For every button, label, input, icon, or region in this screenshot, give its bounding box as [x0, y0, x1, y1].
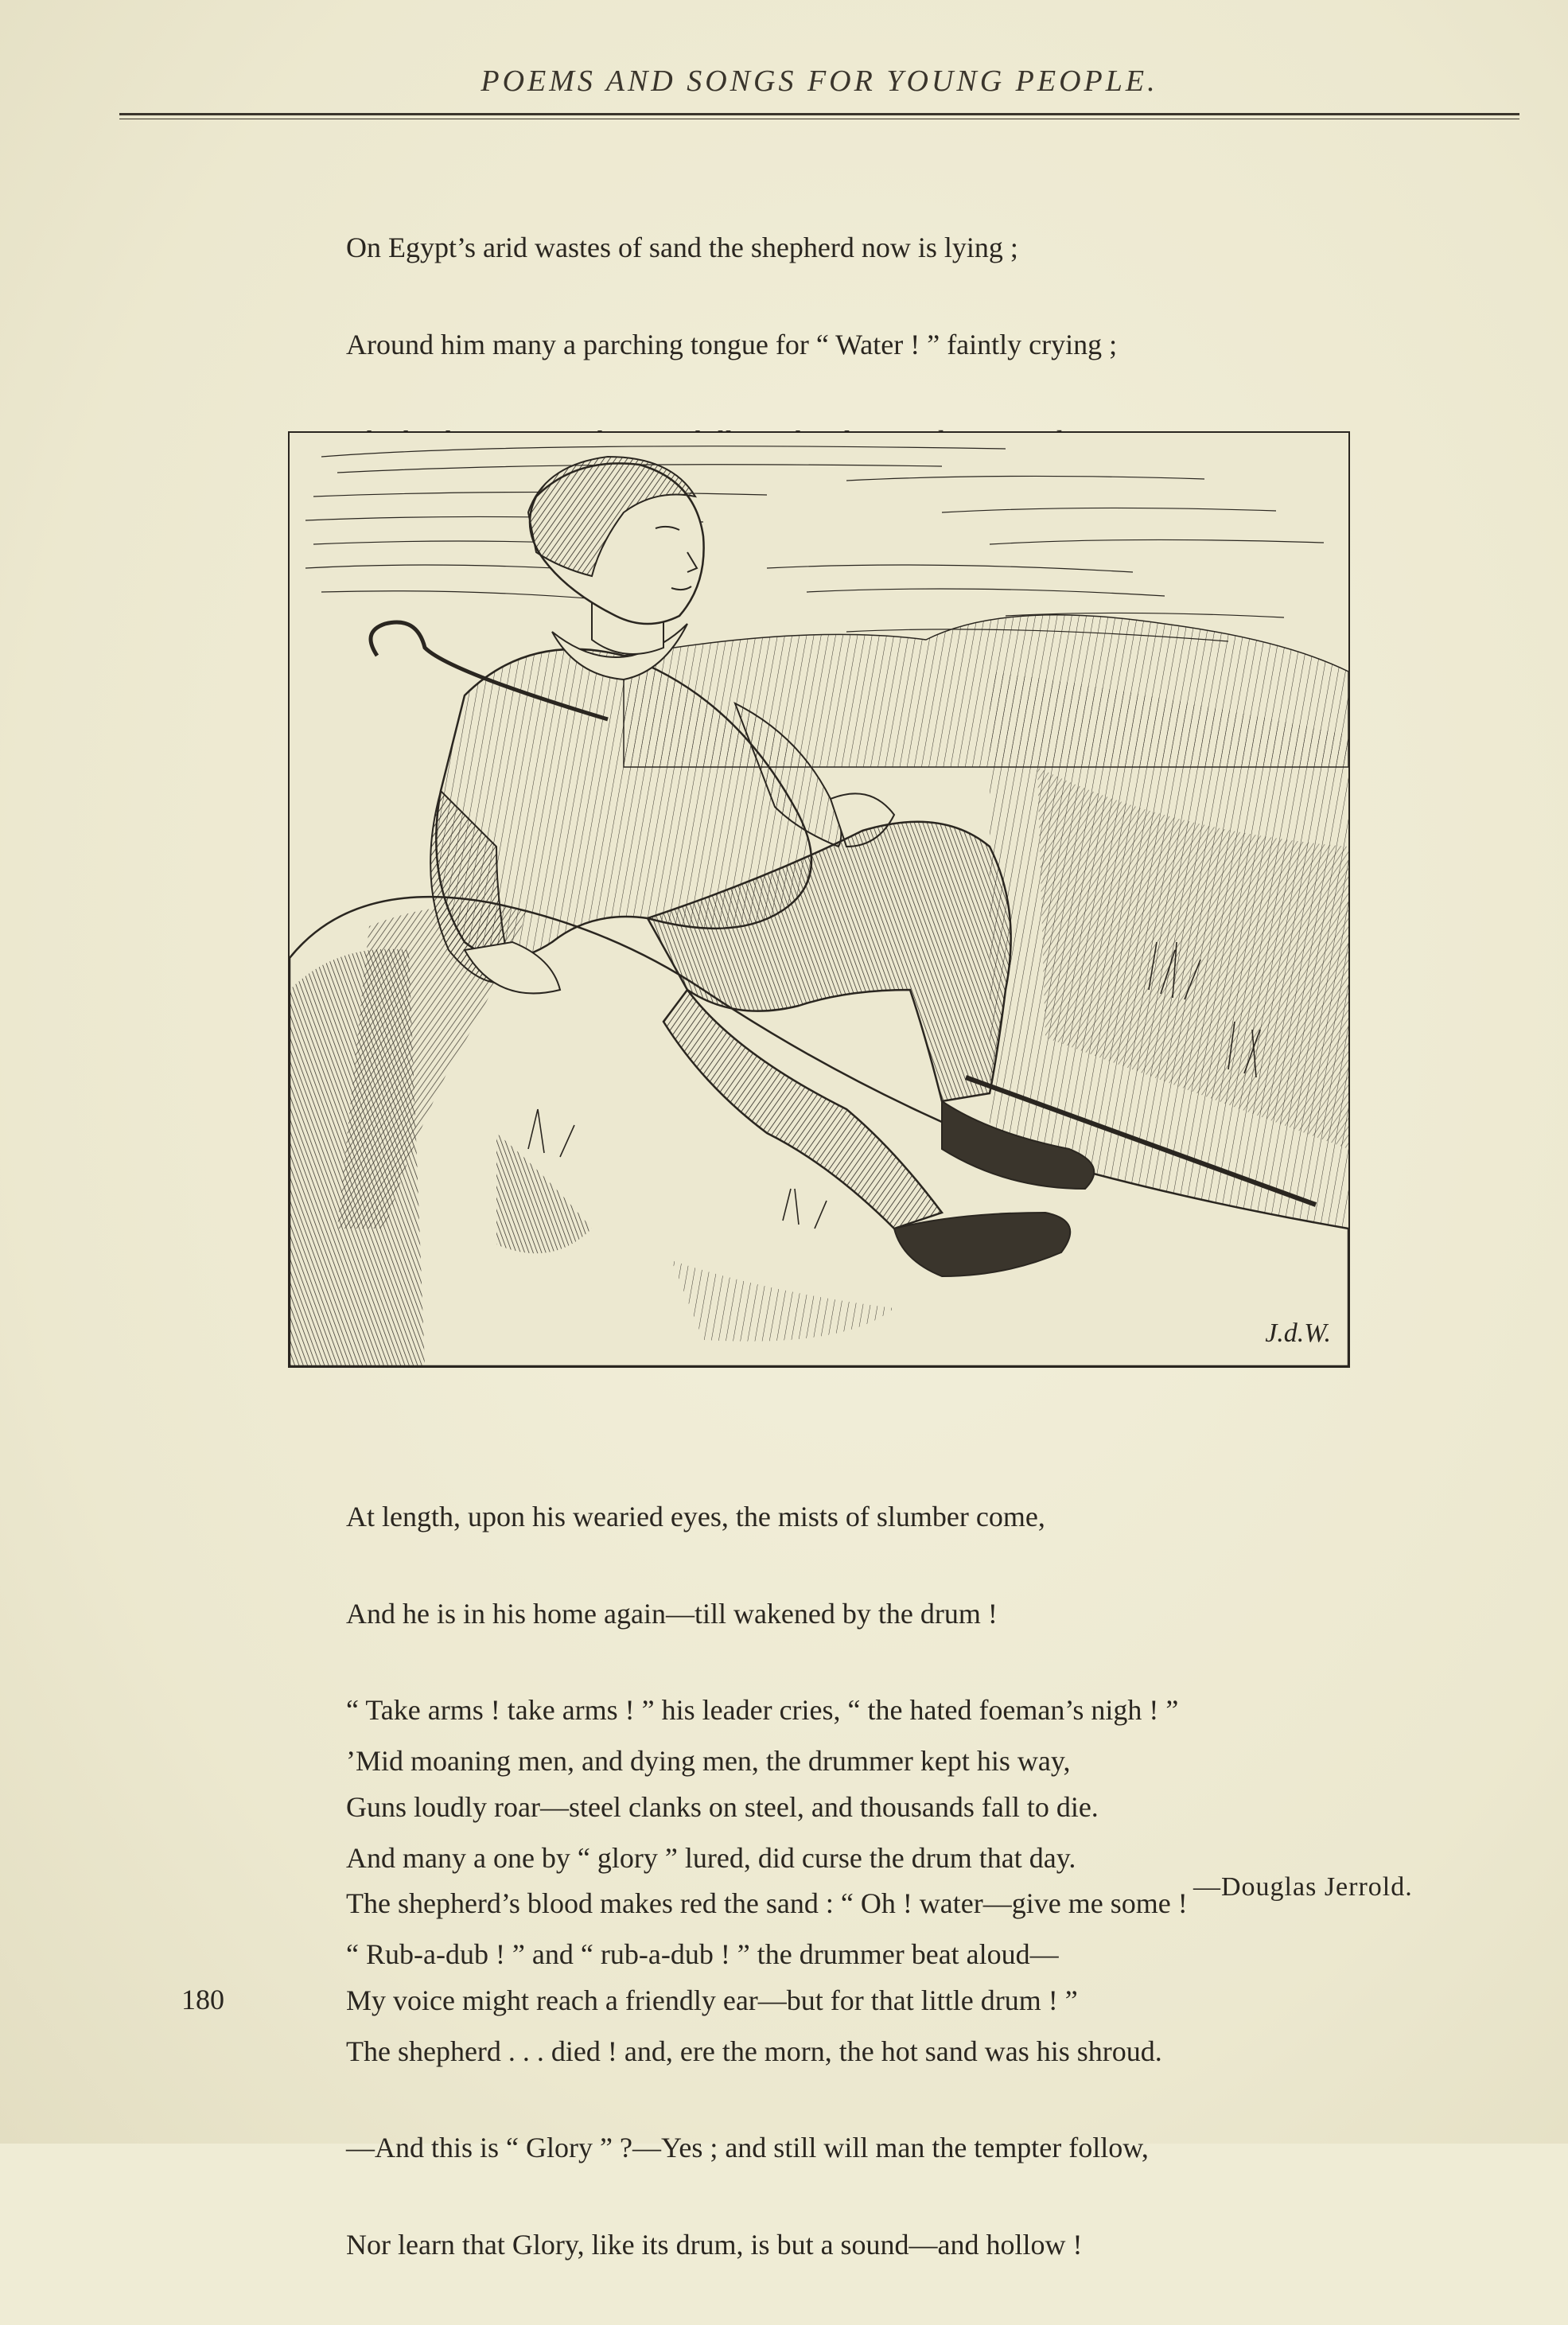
poem-line: —And this is “ Glory ” ?—Yes ; and still will man the tempter follow, — [346, 2132, 1149, 2163]
shepherd-boy-engraving — [290, 433, 1348, 1366]
poem-attribution: —Douglas Jerrold. — [1193, 1872, 1413, 1902]
poem-line: Around him many a parching tongue for “ Water ! ” faintly crying ; — [346, 328, 1118, 360]
poem-line: ’Mid moaning men, and dying men, the drummer kept his way, — [346, 1745, 1071, 1777]
poem-line: The shepherd’s blood makes red the sand : “ Oh ! water—give me some ! — [346, 1887, 1188, 1919]
stanza-3 — [346, 1680, 1162, 2325]
poem-line: Nor learn that Glory, like its drum, is but a sound—and hollow ! — [346, 2228, 1083, 2261]
poem-line: And many a one by “ glory ” lured, did curse the drum that day. — [346, 1841, 1076, 1874]
page-number: 180 — [181, 1984, 224, 2015]
poem-line: My voice might reach a friendly ear—but for that little drum ! ” — [346, 1984, 1078, 2016]
poem-line: The shepherd . . . died ! and, ere the morn, the hot sand was his shroud. — [346, 2035, 1162, 2067]
poem-line: Guns loudly roar—steel clanks on steel, and thousands fall to die. — [346, 1790, 1099, 1823]
poem-line: “ Take arms ! take arms ! ” his leader cries, “ the hated foeman’s nigh ! ” — [346, 1694, 1179, 1726]
engraving-illustration — [288, 431, 1350, 1368]
poem-line: At length, upon his wearied eyes, the mists of slumber come, — [346, 1501, 1045, 1532]
poem-line: “ Rub-a-dub ! ” and “ rub-a-dub ! ” the drummer beat aloud— — [346, 1938, 1059, 1970]
poem-line: And he is in his home again—till wakened by the drum ! — [346, 1597, 998, 1630]
poem-line: On Egypt’s arid wastes of sand the shepherd now is lying ; — [346, 232, 1018, 263]
running-title: POEMS AND SONGS FOR YOUNG PEOPLE. — [481, 64, 1158, 98]
engraver-signature: J.d.W. — [1265, 1318, 1331, 1348]
header-rule — [119, 113, 1519, 115]
